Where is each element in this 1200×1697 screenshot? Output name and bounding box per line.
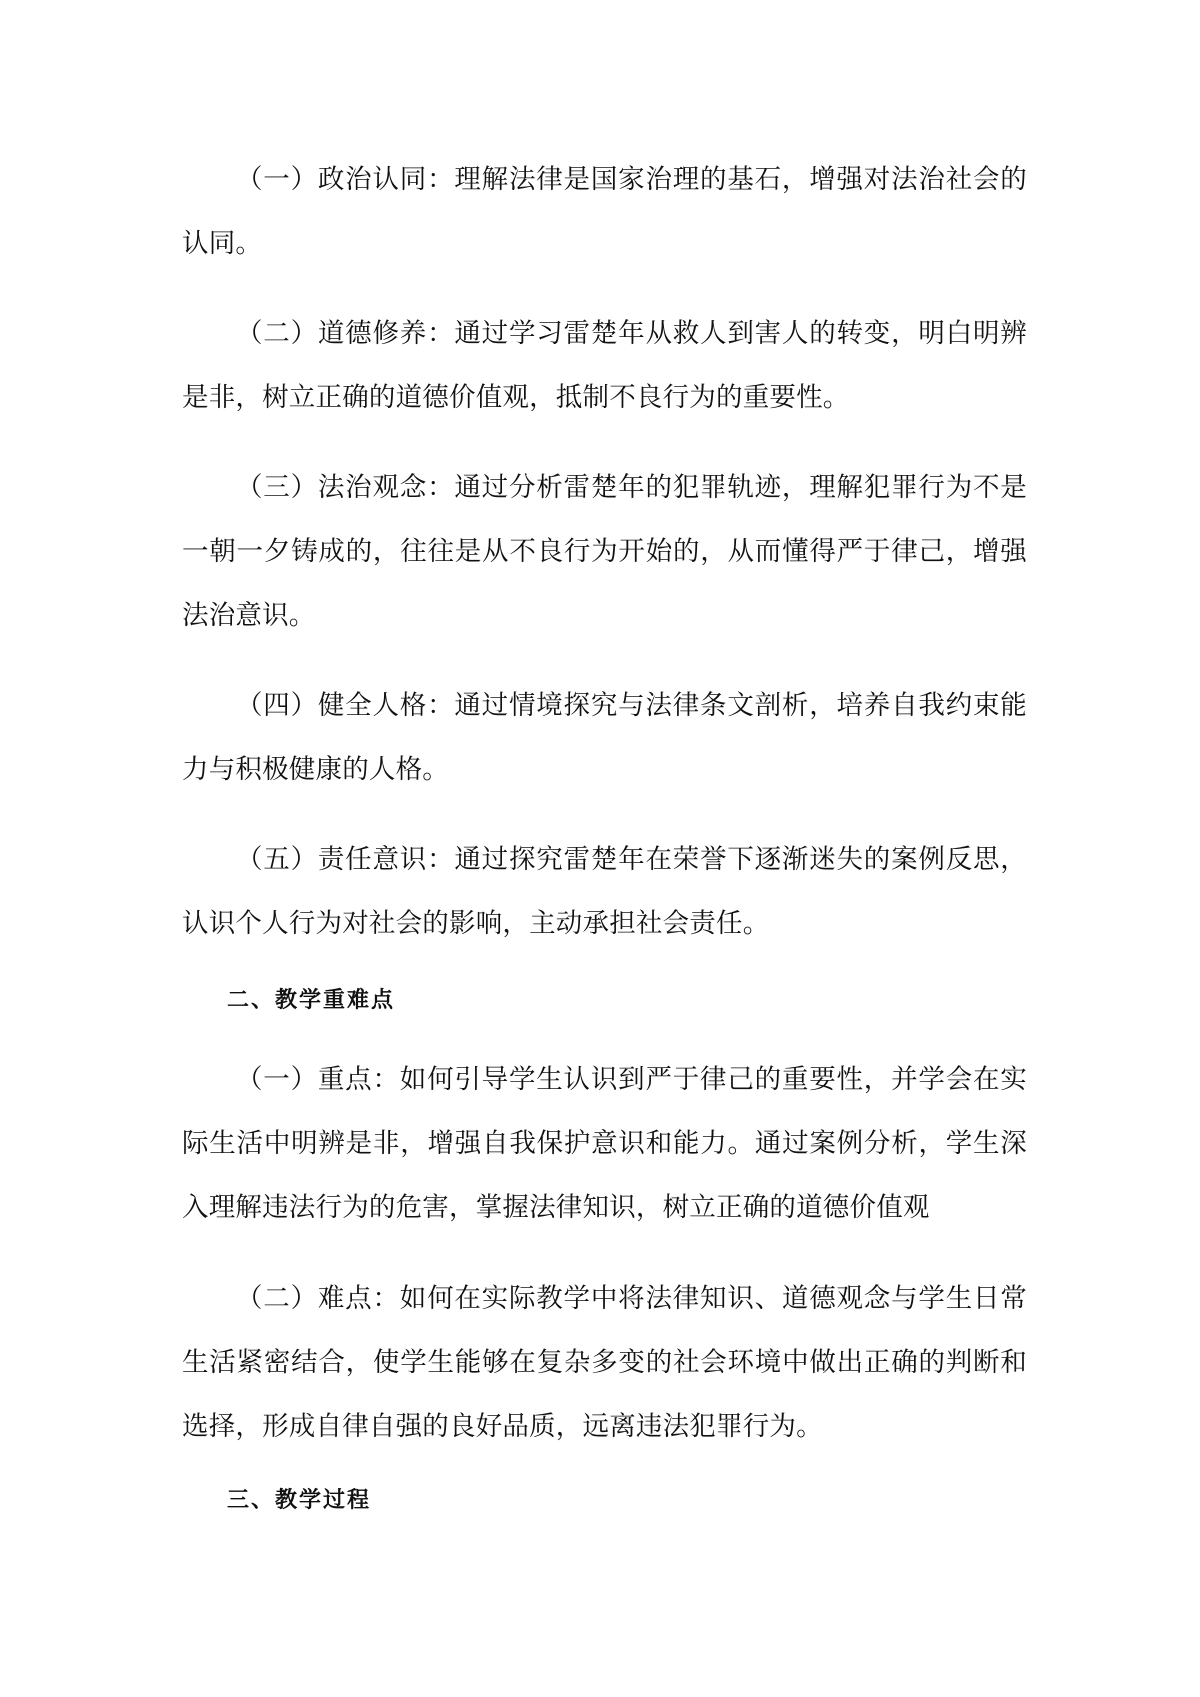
- section-heading-teaching-process: 三、教学过程: [227, 1487, 372, 1513]
- key-point-paragraph: （一）重点：如何引导学生认识到严于律己的重要性，并学会在实际生活中明辨是非，增强自我保护意识和能力。通过案例分析，学生深入理解违法行为的危害，掌握法律知识，树立正确的道德价值观: [182, 1064, 1027, 1223]
- objective-sound-personality: （四）健全人格：通过情境探究与法律条文剖析，培养自我约束能力与积极健康的人格。: [182, 690, 1027, 785]
- objective-rule-of-law: （三）法治观念：通过分析雷楚年的犯罪轨迹，理解犯罪行为不是一朝一夕铸成的，往往是从不良行为开始的，从而懂得严于律己，增强法治意识。: [182, 472, 1027, 631]
- difficult-point-paragraph: （二）难点：如何在实际教学中将法律知识、道德观念与学生日常生活紧密结合，使学生能够在复杂多变的社会环境中做出正确的判断和选择，形成自律自强的良好品质，远离违法犯罪行为。: [182, 1283, 1027, 1442]
- objective-political-identity: （一）政治认同：理解法律是国家治理的基石，增强对法治社会的认同。: [182, 164, 1027, 259]
- section-heading-key-difficult-points: 二、教学重难点: [227, 987, 396, 1013]
- objective-sense-of-responsibility: （五）责任意识：通过探究雷楚年在荣誉下逐渐迷失的案例反思，认识个人行为对社会的影响，主动承担社会责任。: [182, 844, 1027, 939]
- objective-moral-cultivation: （二）道德修养：通过学习雷楚年从救人到害人的转变，明白明辨是非，树立正确的道德价值观，抵制不良行为的重要性。: [182, 318, 1027, 413]
